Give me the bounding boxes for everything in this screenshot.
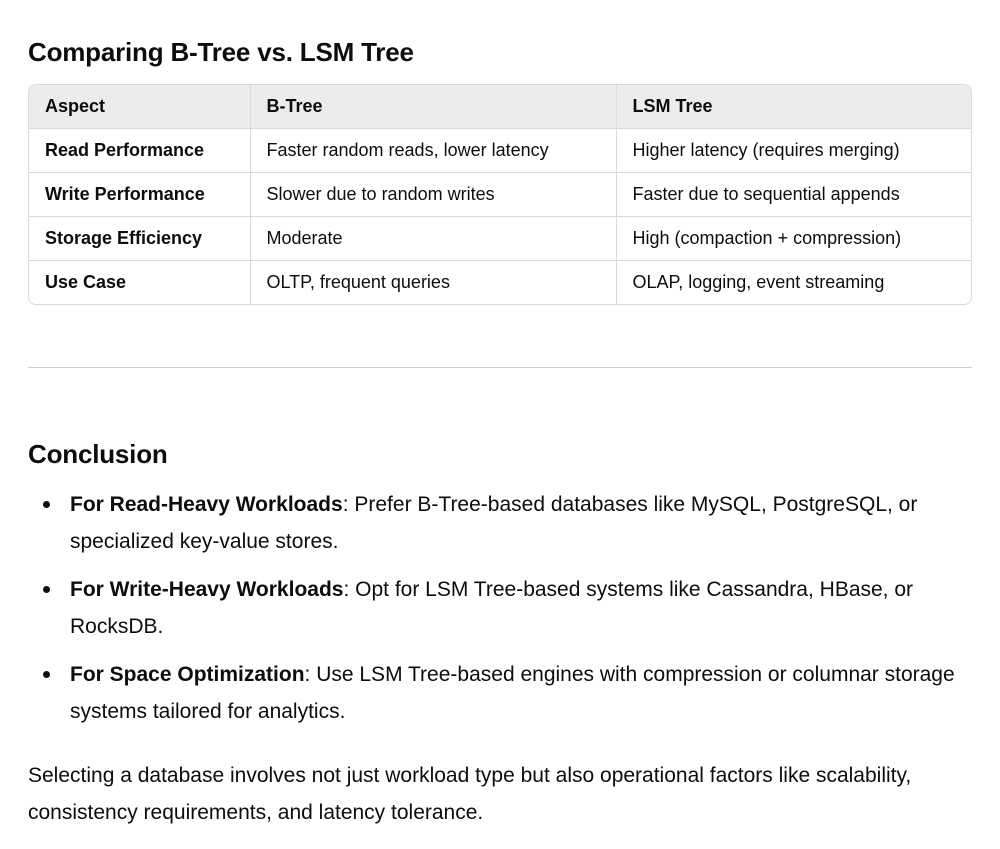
- cell-btree: Moderate: [250, 217, 616, 261]
- conclusion-list: [28, 486, 972, 741]
- list-item: [28, 486, 972, 560]
- bullet-icon: [43, 501, 50, 508]
- table-row: [29, 129, 971, 173]
- table-header-row: [29, 85, 971, 129]
- bullet-label: For Write-Heavy Workloads: [70, 578, 344, 601]
- comparison-table: [29, 85, 971, 304]
- comparison-table-container: [28, 84, 972, 305]
- list-item: [28, 656, 972, 730]
- bullet-label: For Space Optimization: [70, 663, 305, 686]
- table-row: [29, 217, 971, 261]
- comparison-heading: Comparing B-Tree vs. LSM Tree: [28, 37, 414, 67]
- closing-paragraph: Selecting a database involves not just workload type but also operational factors like scalability, consistency requirements, and latency tolerance.: [28, 764, 912, 824]
- bullet-text: : Use LSM Tree-based engines with compression or columnar storage systems tailored for analytics.: [70, 663, 955, 723]
- bullet-icon: [43, 671, 50, 678]
- table-row: [29, 261, 971, 305]
- cell-aspect: Use Case: [29, 261, 250, 305]
- bullet-label: For Read-Heavy Workloads: [70, 493, 343, 516]
- column-header-btree: B-Tree: [250, 85, 616, 129]
- cell-aspect: Storage Efficiency: [29, 217, 250, 261]
- cell-lsm: Faster due to sequential appends: [616, 173, 971, 217]
- list-item: [28, 571, 972, 645]
- cell-lsm: High (compaction + compression): [616, 217, 971, 261]
- section-divider: [28, 367, 972, 368]
- bullet-icon: [43, 586, 50, 593]
- cell-aspect: Write Performance: [29, 173, 250, 217]
- cell-aspect: Read Performance: [29, 129, 250, 173]
- conclusion-heading: Conclusion: [28, 439, 168, 469]
- cell-btree: Faster random reads, lower latency: [250, 129, 616, 173]
- cell-btree: OLTP, frequent queries: [250, 261, 616, 305]
- cell-btree: Slower due to random writes: [250, 173, 616, 217]
- table-row: [29, 173, 971, 217]
- cell-lsm: Higher latency (requires merging): [616, 129, 971, 173]
- column-header-lsm: LSM Tree: [616, 85, 971, 129]
- bullet-text: : Opt for LSM Tree-based systems like Cassandra, HBase, or RocksDB.: [70, 578, 914, 638]
- cell-lsm: OLAP, logging, event streaming: [632, 272, 885, 292]
- column-header-aspect: Aspect: [29, 85, 250, 129]
- bullet-text: : Prefer B-Tree-based databases like MySQL, PostgreSQL, or specialized key-value stores.: [70, 493, 918, 553]
